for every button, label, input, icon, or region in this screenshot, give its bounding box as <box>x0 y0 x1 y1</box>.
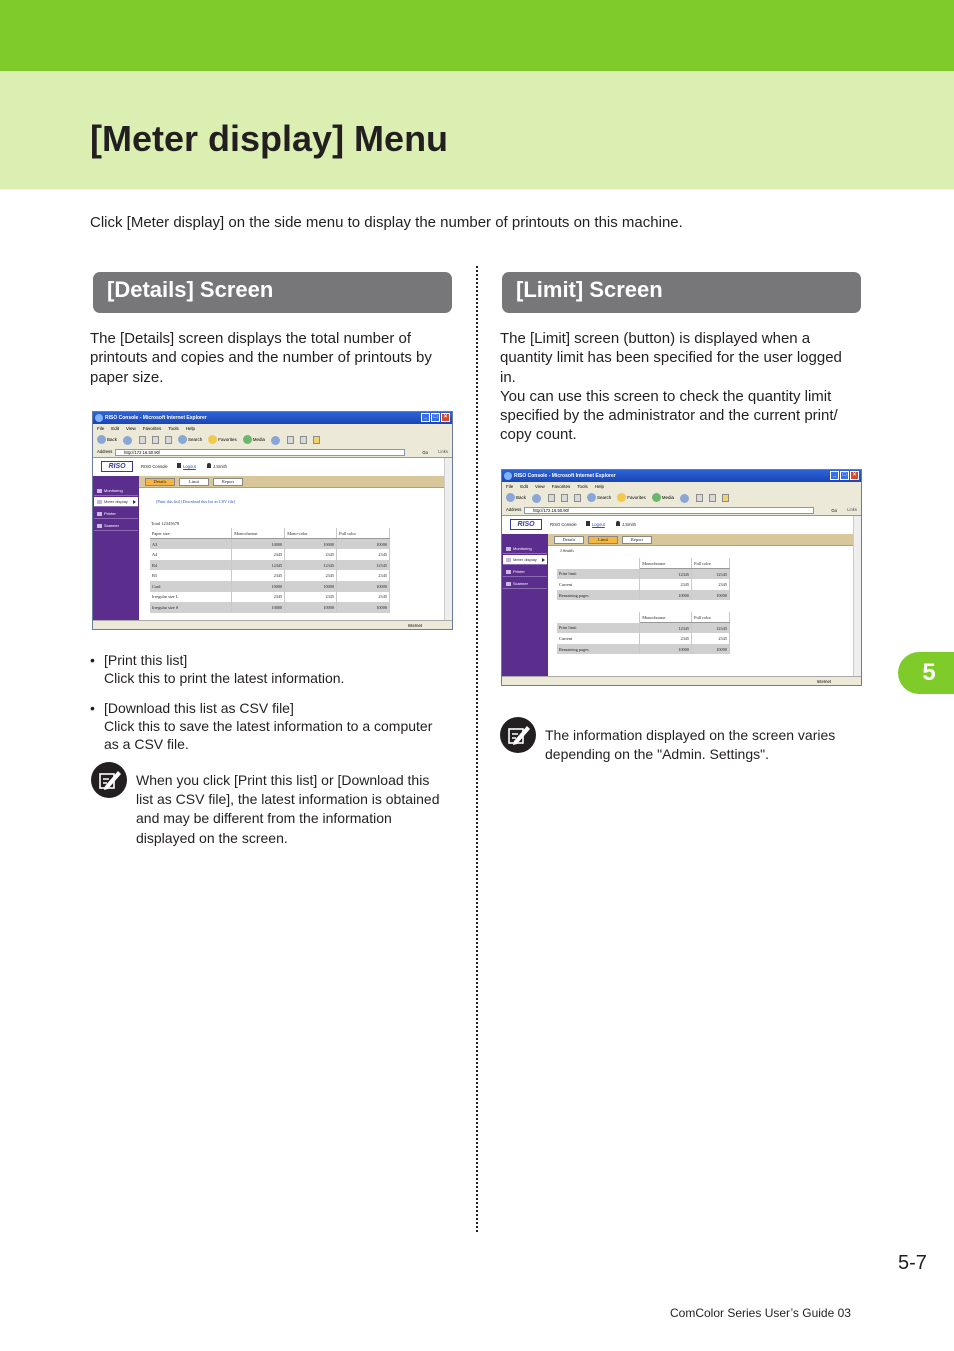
tab-details[interactable]: Details <box>554 536 584 544</box>
printer-icon <box>97 512 102 516</box>
menu-help[interactable]: Help <box>185 426 196 431</box>
search-icon <box>587 493 596 502</box>
tab-report[interactable]: Report <box>622 536 652 544</box>
status-bar <box>502 676 861 685</box>
menu-file[interactable]: File <box>97 426 105 431</box>
back-icon <box>97 435 106 444</box>
internet-zone: Internet <box>407 623 422 628</box>
media-button[interactable]: Media <box>243 433 265 447</box>
table-row: Remaining pages 10000 10000 <box>557 590 730 601</box>
menu-tools[interactable]: Tools <box>168 426 179 431</box>
menu-favorites[interactable]: Favorites <box>142 426 162 431</box>
close-icon[interactable]: × <box>441 413 450 422</box>
page-number: 5-7 <box>898 1252 927 1274</box>
favorites-button[interactable]: Favorites <box>617 491 646 505</box>
printer-icon <box>506 570 511 574</box>
scanner-icon <box>506 582 511 586</box>
vertical-scrollbar[interactable] <box>444 458 452 620</box>
lock-icon <box>177 463 181 468</box>
page-title: [Meter display] Menu <box>90 118 449 159</box>
meter-icon <box>97 500 102 504</box>
tab-report[interactable]: Report <box>213 478 243 486</box>
bullet-desc: Click this to save the latest information to a computer <box>104 718 433 734</box>
table-row: Current 2345 2345 <box>557 579 730 590</box>
user-name: J.Smith <box>213 464 227 469</box>
back-button[interactable]: Back <box>506 491 526 505</box>
list-item: • [Print this list] Click this to print the latest information. <box>90 651 455 687</box>
ie-icon <box>504 472 512 480</box>
table-row: Irregular size L 2345 2345 2345 <box>150 592 390 603</box>
print-icon[interactable] <box>300 436 307 444</box>
links-label[interactable]: Links <box>438 449 448 454</box>
favorites-icon <box>617 493 626 502</box>
forward-icon[interactable] <box>123 436 132 445</box>
window-buttons <box>421 413 450 422</box>
logout-link[interactable]: Logout <box>183 464 196 469</box>
history-icon[interactable] <box>680 494 689 503</box>
folder-icon[interactable] <box>722 494 729 502</box>
limit-table-1 <box>557 558 730 600</box>
tab-details[interactable]: Details <box>145 478 175 486</box>
list-item: • [Download this list as CSV file] Click this to save the latest information to a computer as a CSV file. <box>90 699 455 753</box>
address-input[interactable]: http://172.16.50.90/ <box>115 449 405 456</box>
stop-icon[interactable] <box>548 494 555 502</box>
user-name: J.Smith <box>622 522 636 527</box>
col-paper-size: Paper size <box>150 528 232 539</box>
folder-icon[interactable] <box>313 436 320 444</box>
browser-page <box>502 515 861 676</box>
limit-screenshot <box>501 469 862 686</box>
console-header <box>93 458 452 476</box>
mail-icon[interactable] <box>696 494 703 502</box>
maximize-icon[interactable]: □ <box>431 413 440 422</box>
refresh-icon[interactable] <box>561 494 568 502</box>
table-row: Current 2345 2345 <box>557 633 730 644</box>
details-table <box>150 528 390 613</box>
menu-bar <box>502 482 861 491</box>
bullet-desc: as a CSV file. <box>104 736 189 752</box>
menu-view[interactable]: View <box>126 426 136 431</box>
mail-icon[interactable] <box>287 436 294 444</box>
limit-description: The [Limit] screen (button) is displayed when a quantity limit has been specified for the user logged in. You can use this screen to check the quantity limit specified by the administrator and the current print/ copy count. <box>500 330 842 444</box>
favorites-icon <box>208 435 217 444</box>
side-item-scanner[interactable]: Scanner <box>94 521 138 531</box>
table-row: Irregular size S 10000 10000 10000 <box>150 602 390 613</box>
browser-page <box>93 457 452 620</box>
pencil-icon <box>500 717 536 753</box>
total-count: Total 12345678 <box>151 521 180 526</box>
search-button[interactable]: Search <box>587 491 611 505</box>
tab-limit[interactable]: Limit <box>179 478 209 486</box>
close-icon[interactable]: × <box>850 471 859 480</box>
table-row: Remaining pages 10000 10000 <box>557 644 730 655</box>
monitoring-icon <box>506 547 511 551</box>
internet-zone: Internet <box>816 679 831 684</box>
vertical-scrollbar[interactable] <box>853 516 861 676</box>
minimize-icon[interactable]: _ <box>421 413 430 422</box>
col-full-color: Full color <box>337 528 390 539</box>
arrow-right-icon <box>542 558 545 562</box>
address-label: Address <box>506 507 522 512</box>
console-title: RISO Console <box>550 522 577 527</box>
details-line-1: The [Details] screen displays the total number of <box>90 330 411 347</box>
history-icon[interactable] <box>271 436 280 445</box>
table-header-row <box>150 528 390 539</box>
col-monochrome: Monochrome <box>232 528 285 539</box>
print-download-links[interactable]: [Print this list] [Download this list as CSV file] <box>156 499 236 504</box>
stop-icon[interactable] <box>139 436 146 444</box>
search-icon <box>178 435 187 444</box>
media-icon <box>243 435 252 444</box>
arrow-right-icon <box>133 500 136 504</box>
menu-tools[interactable]: Tools <box>577 484 588 489</box>
top-color-band <box>0 0 954 71</box>
side-item-meter-display[interactable]: Meter display <box>94 497 138 507</box>
chapter-tab: 5 <box>898 652 954 694</box>
tab-limit[interactable]: Limit <box>588 536 618 544</box>
limit-note: The information displayed on the screen varies depending on the "Admin. Settings". <box>545 727 836 763</box>
browser-toolbar <box>502 491 861 505</box>
table-row: Print limit 12345 12345 <box>557 569 730 580</box>
links-label[interactable]: Links <box>847 507 857 512</box>
limit-screen-heading: [Limit] Screen <box>502 272 861 313</box>
logout-link[interactable]: Logout <box>592 522 605 527</box>
table-row: Print limit 12345 12345 <box>557 623 730 634</box>
media-button[interactable]: Media <box>652 491 674 505</box>
note-icon <box>91 762 127 798</box>
bullet-title: [Download this list as CSV file] <box>104 700 294 716</box>
address-bar <box>93 447 452 457</box>
bullet-title: [Print this list] <box>104 652 188 668</box>
menu-bar <box>93 424 452 433</box>
media-icon <box>652 493 661 502</box>
maximize-icon[interactable]: □ <box>840 471 849 480</box>
window-titlebar: RISO Console - Microsoft Internet Explorer _ □ × <box>93 412 452 424</box>
favorites-button[interactable]: Favorites <box>208 433 237 447</box>
go-button[interactable]: Go <box>422 450 428 455</box>
forward-icon[interactable] <box>532 494 541 503</box>
menu-file[interactable]: File <box>506 484 514 489</box>
refresh-icon[interactable] <box>152 436 159 444</box>
menu-help[interactable]: Help <box>594 484 605 489</box>
search-button[interactable]: Search <box>178 433 202 447</box>
tab-bar <box>548 534 853 546</box>
user-icon <box>616 521 620 526</box>
limit-user: J.Smith <box>560 548 574 553</box>
side-item-monitoring[interactable]: Monitoring <box>94 486 138 496</box>
meter-icon <box>506 558 511 562</box>
details-description <box>90 329 460 387</box>
user-icon <box>207 463 211 468</box>
riso-logo: RISO <box>510 519 542 530</box>
go-button[interactable]: Go <box>831 508 837 513</box>
browser-toolbar <box>93 433 452 447</box>
table-header-row: Monochrome Full color <box>557 612 730 623</box>
table-row: A4 2345 2345 2345 <box>150 549 390 560</box>
column-divider <box>476 266 478 1232</box>
bullet-desc: Click this to print the latest information. <box>104 670 345 686</box>
home-icon[interactable] <box>574 494 581 502</box>
window-titlebar: RISO Console - Microsoft Internet Explorer _ □ × <box>502 470 861 482</box>
table-row: B5 2345 2345 2345 <box>150 570 390 581</box>
limit-table-2 <box>557 612 730 654</box>
tab-bar <box>139 476 444 488</box>
scanner-icon <box>97 524 102 528</box>
back-button[interactable]: Back <box>97 433 117 447</box>
side-menu <box>93 476 139 620</box>
footer-text: ComColor Series User’s Guide 03 <box>670 1306 851 1320</box>
details-line-2: printouts and copies and the number of printouts by <box>90 349 432 367</box>
address-bar <box>502 505 861 515</box>
ie-icon <box>95 414 103 422</box>
menu-edit[interactable]: Edit <box>111 426 120 431</box>
print-icon[interactable] <box>709 494 716 502</box>
details-line-3: paper size. <box>90 368 164 386</box>
address-label: Address <box>97 449 113 454</box>
side-item-scanner[interactable]: Scanner <box>503 579 547 589</box>
lock-icon <box>586 521 590 526</box>
details-screenshot <box>92 411 453 630</box>
console-header <box>502 516 861 534</box>
table-row: Card 10000 10000 10000 <box>150 581 390 592</box>
side-menu <box>502 534 548 676</box>
details-note: When you click [Print this list] or [Download this list as CSV file], the latest information is obtained and may be different from the information displayed on the screen. <box>136 772 440 846</box>
details-screen-heading: [Details] Screen <box>93 272 452 313</box>
console-title: RISO Console <box>141 464 168 469</box>
bullet-list <box>90 651 455 765</box>
table-row: B4 12345 12345 12345 <box>150 560 390 571</box>
side-item-printer[interactable]: Printer <box>503 567 547 577</box>
home-icon[interactable] <box>165 436 172 444</box>
col-mono-color: Mono-color <box>285 528 337 539</box>
note-icon <box>500 717 536 753</box>
menu-favorites[interactable]: Favorites <box>551 484 571 489</box>
address-input[interactable]: http://172.16.50.90/ <box>524 507 814 514</box>
intro-text: Click [Meter display] on the side menu to display the number of printouts on this machine. <box>90 214 683 231</box>
side-item-monitoring[interactable]: Monitoring <box>503 544 547 554</box>
pencil-icon <box>91 762 127 798</box>
menu-edit[interactable]: Edit <box>520 484 529 489</box>
table-row: A3 10000 10000 10000 <box>150 539 390 550</box>
status-bar <box>93 620 452 629</box>
minimize-icon[interactable]: _ <box>830 471 839 480</box>
window-buttons <box>830 471 859 480</box>
side-item-printer[interactable]: Printer <box>94 509 138 519</box>
riso-logo: RISO <box>101 461 133 472</box>
menu-view[interactable]: View <box>535 484 545 489</box>
monitoring-icon <box>97 489 102 493</box>
side-item-meter-display[interactable]: Meter display <box>503 555 547 565</box>
table-header-row: Monochrome Full color <box>557 558 730 569</box>
back-icon <box>506 493 515 502</box>
